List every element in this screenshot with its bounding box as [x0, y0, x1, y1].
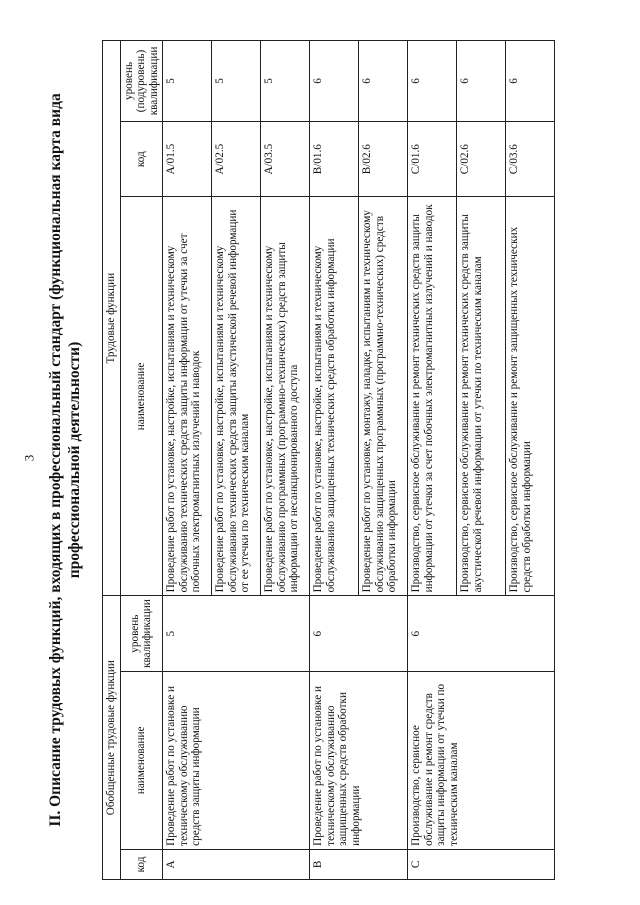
table-body [163, 41, 555, 880]
header-row-1 [103, 41, 121, 880]
function-code: B/01.6 [310, 121, 359, 196]
function-name: Проведение работ по установке, настройке, испытаниям и техническому обслуживанию защищенных технических средств обработки информации [310, 197, 359, 596]
function-name: Проведение работ по установке, настройке, испытаниям и техническому обслуживанию программных (программно-технических) средств защиты информации от несанкционированного доступа [261, 197, 310, 596]
group-code: C [408, 849, 555, 879]
function-name: Проведение работ по установке, монтажу, наладке, испытаниям и техническому обслуживанию защищенных программных (программно-технических) средств обработки информации [359, 197, 408, 596]
group-level: 5 [163, 596, 310, 671]
group-code: A [163, 849, 310, 879]
function-code: A/01.5 [163, 121, 212, 196]
group-level: 6 [310, 596, 408, 671]
function-level: 6 [310, 41, 359, 122]
group-level: 6 [408, 596, 555, 671]
header-code: код [120, 849, 163, 879]
group-name: Проведение работ по установке и техническому обслуживанию средств защиты информации [163, 671, 310, 849]
rotated-content [44, 40, 634, 880]
function-level: 6 [457, 41, 506, 122]
group-name: Производство, сервисное обслуживание и ремонт средств защиты информации от утечки по техническим каналам [408, 671, 555, 849]
header-function-code: код [120, 121, 163, 196]
function-code: B/02.6 [359, 121, 408, 196]
header-function-level: уровень (подуровень) квалификации [120, 41, 163, 122]
function-level: 5 [212, 41, 261, 122]
group-code: B [310, 849, 408, 879]
function-code: C/01.6 [408, 121, 457, 196]
functional-map-table [102, 40, 555, 880]
function-name: Проведение работ по установке, настройке, испытаниям и техническому обслуживанию технических средств защиты акустической речевой информации от ее утечки по техническим каналам [212, 197, 261, 596]
header-labor: Трудовые функции [103, 41, 121, 596]
function-level: 5 [163, 41, 212, 122]
function-level: 6 [359, 41, 408, 122]
function-name: Производство, сервисное обслуживание и ремонт технических средств защиты информации от утечки за счет побочных электромагнитных излучений и наводок [408, 197, 457, 596]
function-level: 5 [261, 41, 310, 122]
header-name: наименование [120, 671, 163, 849]
function-level: 6 [408, 41, 457, 122]
table-row [408, 41, 457, 880]
function-level: 6 [506, 41, 555, 122]
group-name: Проведение работ по установке и техническому обслуживанию защищенных средств обработки информации [310, 671, 408, 849]
function-code: A/03.5 [261, 121, 310, 196]
function-name: Производство, сервисное обслуживание и ремонт защищенных технических средств обработки информации [506, 197, 555, 596]
header-function-name: наименование [120, 197, 163, 596]
function-name: Производство, сервисное обслуживание и ремонт технических средств защиты акустической речевой информации от утечки по техническим каналам [457, 197, 506, 596]
section-title: II. Описание трудовых функций, входящих в профессиональный стандарт (функциональная карта вида профессиональной деятельности) [47, 93, 83, 827]
function-code: C/03.6 [506, 121, 555, 196]
function-code: C/02.6 [457, 121, 506, 196]
table-row [310, 41, 359, 880]
function-name: Проведение работ по установке, настройке, испытаниям и техническому обслуживанию технических средств защиты информации от утечки за счет побочных электромагнитных излучений и наводок [163, 197, 212, 596]
header-row-2 [120, 41, 163, 880]
header-level: уровень квалификации [120, 596, 163, 671]
table-row [163, 41, 212, 880]
page-number: 3 [21, 454, 37, 462]
function-code: A/02.5 [212, 121, 261, 196]
header-generalized: Обобщенные трудовые функции [103, 596, 121, 880]
